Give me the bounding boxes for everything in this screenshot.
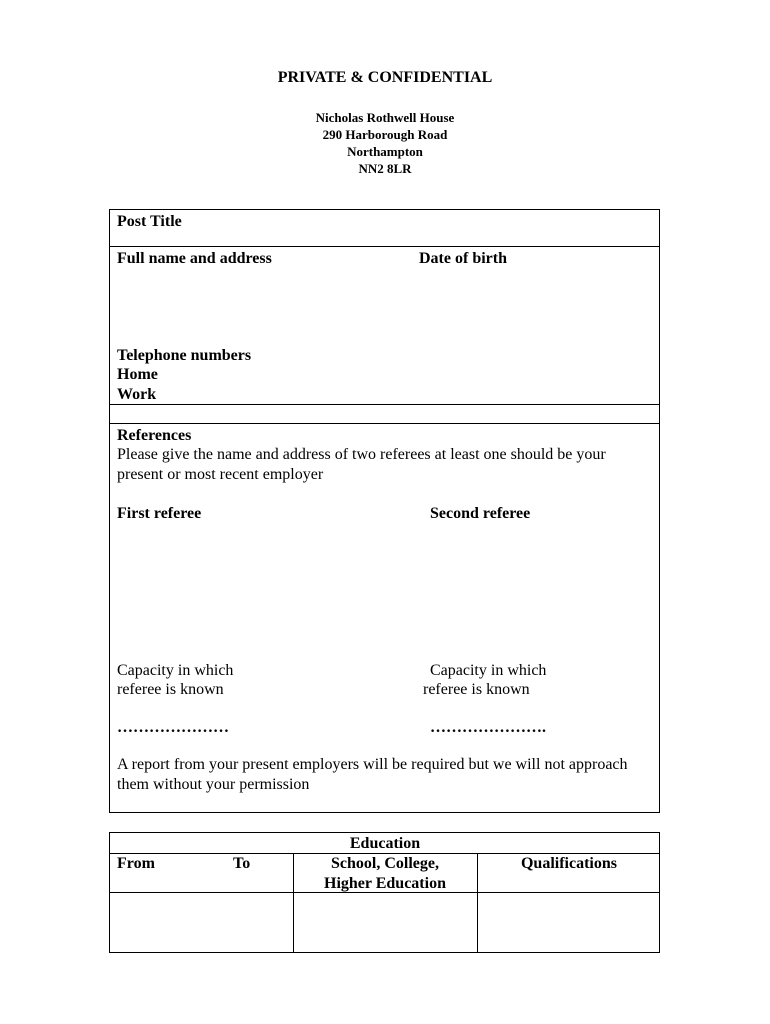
qualifications-column-header: Qualifications: [520, 855, 617, 872]
divider: [110, 423, 659, 424]
divider: [110, 246, 659, 247]
first-referee-capacity-blank: …………………: [117, 719, 229, 736]
address-line: 290 Harborough Road: [322, 127, 448, 142]
school-column-header-line2: Higher Education: [324, 875, 446, 892]
full-name-address-label: Full name and address: [117, 250, 272, 267]
school-column-header-line1: School, College,: [331, 855, 439, 872]
address-line: NN2 8LR: [358, 161, 412, 176]
post-title-label: Post Title: [117, 213, 182, 230]
second-referee-label: Second referee: [430, 505, 531, 522]
first-referee-capacity-line1: Capacity in which: [117, 662, 234, 679]
document-title: PRIVATE & CONFIDENTIAL: [277, 69, 493, 86]
date-of-birth-label: Date of birth: [419, 250, 507, 267]
organisation-address: [0, 109, 770, 177]
first-referee-capacity-line2: referee is known: [117, 681, 224, 698]
from-column-header: From: [117, 855, 155, 872]
references-instruction: Please give the name and address of two referees at least one should be your present or most recent employer: [117, 446, 606, 483]
education-heading: Education: [349, 835, 421, 852]
to-column-header: To: [233, 855, 251, 872]
education-table: [109, 832, 660, 953]
telephone-numbers-label: Telephone numbers: [117, 347, 252, 364]
address-line: Nicholas Rothwell House: [315, 110, 455, 125]
first-referee-label: First referee: [117, 505, 202, 522]
address-line: Northampton: [347, 144, 423, 159]
second-referee-capacity-line2: referee is known: [423, 681, 530, 698]
divider: [110, 404, 659, 405]
application-form-box: [109, 209, 660, 813]
home-phone-label: Home: [117, 366, 158, 383]
report-note: A report from your present employers will be required but we will not approach them without your permission: [117, 756, 628, 793]
second-referee-capacity-blank: ………………….: [430, 719, 546, 736]
references-heading: References: [117, 427, 192, 444]
work-phone-label: Work: [117, 386, 157, 403]
second-referee-capacity-line1: Capacity in which: [430, 662, 547, 679]
